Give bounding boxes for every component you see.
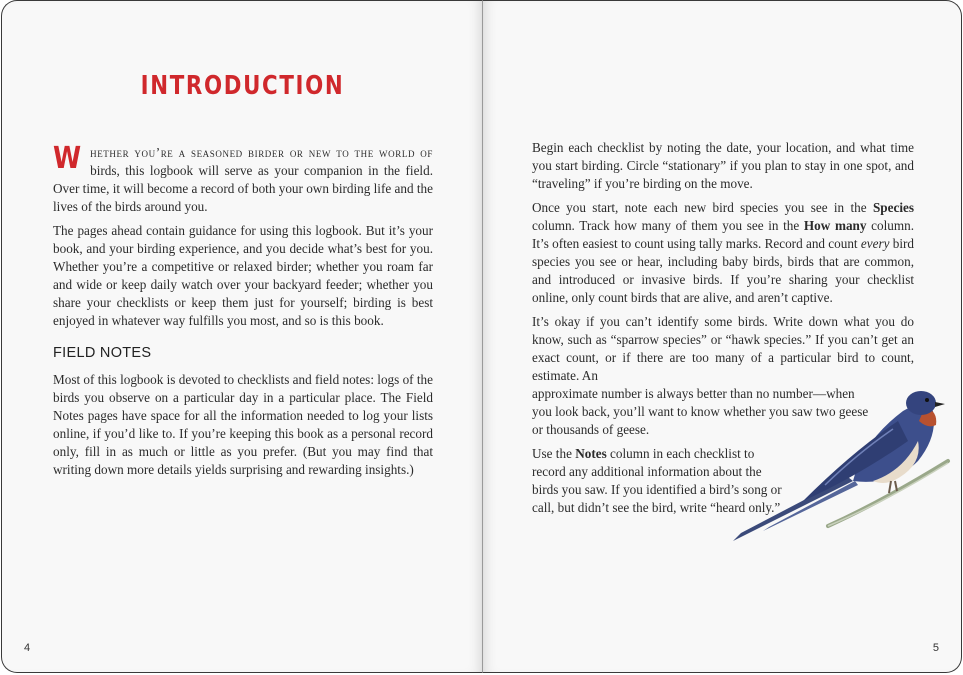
species-paragraph <box>532 199 914 307</box>
how-many-column-term: How many <box>803 218 867 233</box>
left-text-column <box>53 141 433 485</box>
section-heading: FIELD NOTES <box>53 345 152 361</box>
emphasis-every: every <box>860 236 890 251</box>
page-number-left: 4 <box>24 642 31 654</box>
text-run: column. It’s often easiest to count using tally marks. Record and count <box>532 218 915 251</box>
barn-swallow-illustration <box>733 381 953 551</box>
text-run: Use the <box>532 446 576 461</box>
drop-cap: W <box>53 141 82 176</box>
text-run-narrow: approximate number is always better than no number—when you look back, you’ll want to know whether you saw two geese or thousands of geese. <box>532 386 869 437</box>
page-title: INTRODUCTION <box>140 71 345 101</box>
species-column-term: Species <box>872 200 914 215</box>
text-run: column in each checklist to record any additional information about the birds you saw. If you identified a bird’s song or call, but didn’t see the bird, write “heard only.” <box>532 446 782 515</box>
intro-paragraph <box>53 141 433 216</box>
checklist-start-paragraph: Begin each checklist by noting the date, your location, and what time you start birding. Circle “stationary” if you plan to stay in one spot, and “traveling” if you’re birding on the move. <box>532 140 914 191</box>
guidance-paragraph: The pages ahead contain guidance for using this logbook. But it’s your book, and your birding experience, and you decide what’s best for you. Whether you’re a competitive or relaxed birder; whether you roam far and wide or keep daily watch over your backyard feeder; whether you share your checklists or keep them just for yourself; birding is best enjoyed in whatever way fulfills you most, and so is this book. <box>53 223 433 328</box>
page-number-right: 5 <box>932 642 939 654</box>
text-run: Once you start, note each new bird species you see in the <box>532 200 873 215</box>
text-run: It’s okay if you can’t identify some birds. Write down what you do know, such as “sparrow species” or “hawk species.” If you can’t get an exact count, or if there are too many of a particular bird to count, estimate. An <box>532 314 914 383</box>
field-notes-paragraph: Most of this logbook is devoted to checklists and field notes: logs of the birds you observe on a particular day in a particular place. The Field Notes pages have space for all the information needed to log your lists online, if you’d like to. If you’re keeping this book as a personal record only, fill in as much or little as you prefer. (But you may find that writing down more details yields surprising and rewarding insights.) <box>53 372 433 477</box>
intro-rest: birds, this logbook will serve as your companion in the field. Over time, it will become a record of both your own birding life and the lives of the birds around you. <box>53 163 433 214</box>
left-page <box>1 0 482 673</box>
text-run: bird species you see or hear, including baby birds, birds that are common, and introduced or invasive birds. If you’re sharing your checklist online, only count birds that are alive, and aren’t captive. <box>532 236 914 305</box>
text-run: column. Track how many of them you see in the <box>532 218 804 233</box>
notes-column-term: Notes <box>575 446 607 461</box>
intro-lead: hether you’re a seasoned birder or new to the world of <box>90 145 433 160</box>
right-page <box>482 0 962 673</box>
